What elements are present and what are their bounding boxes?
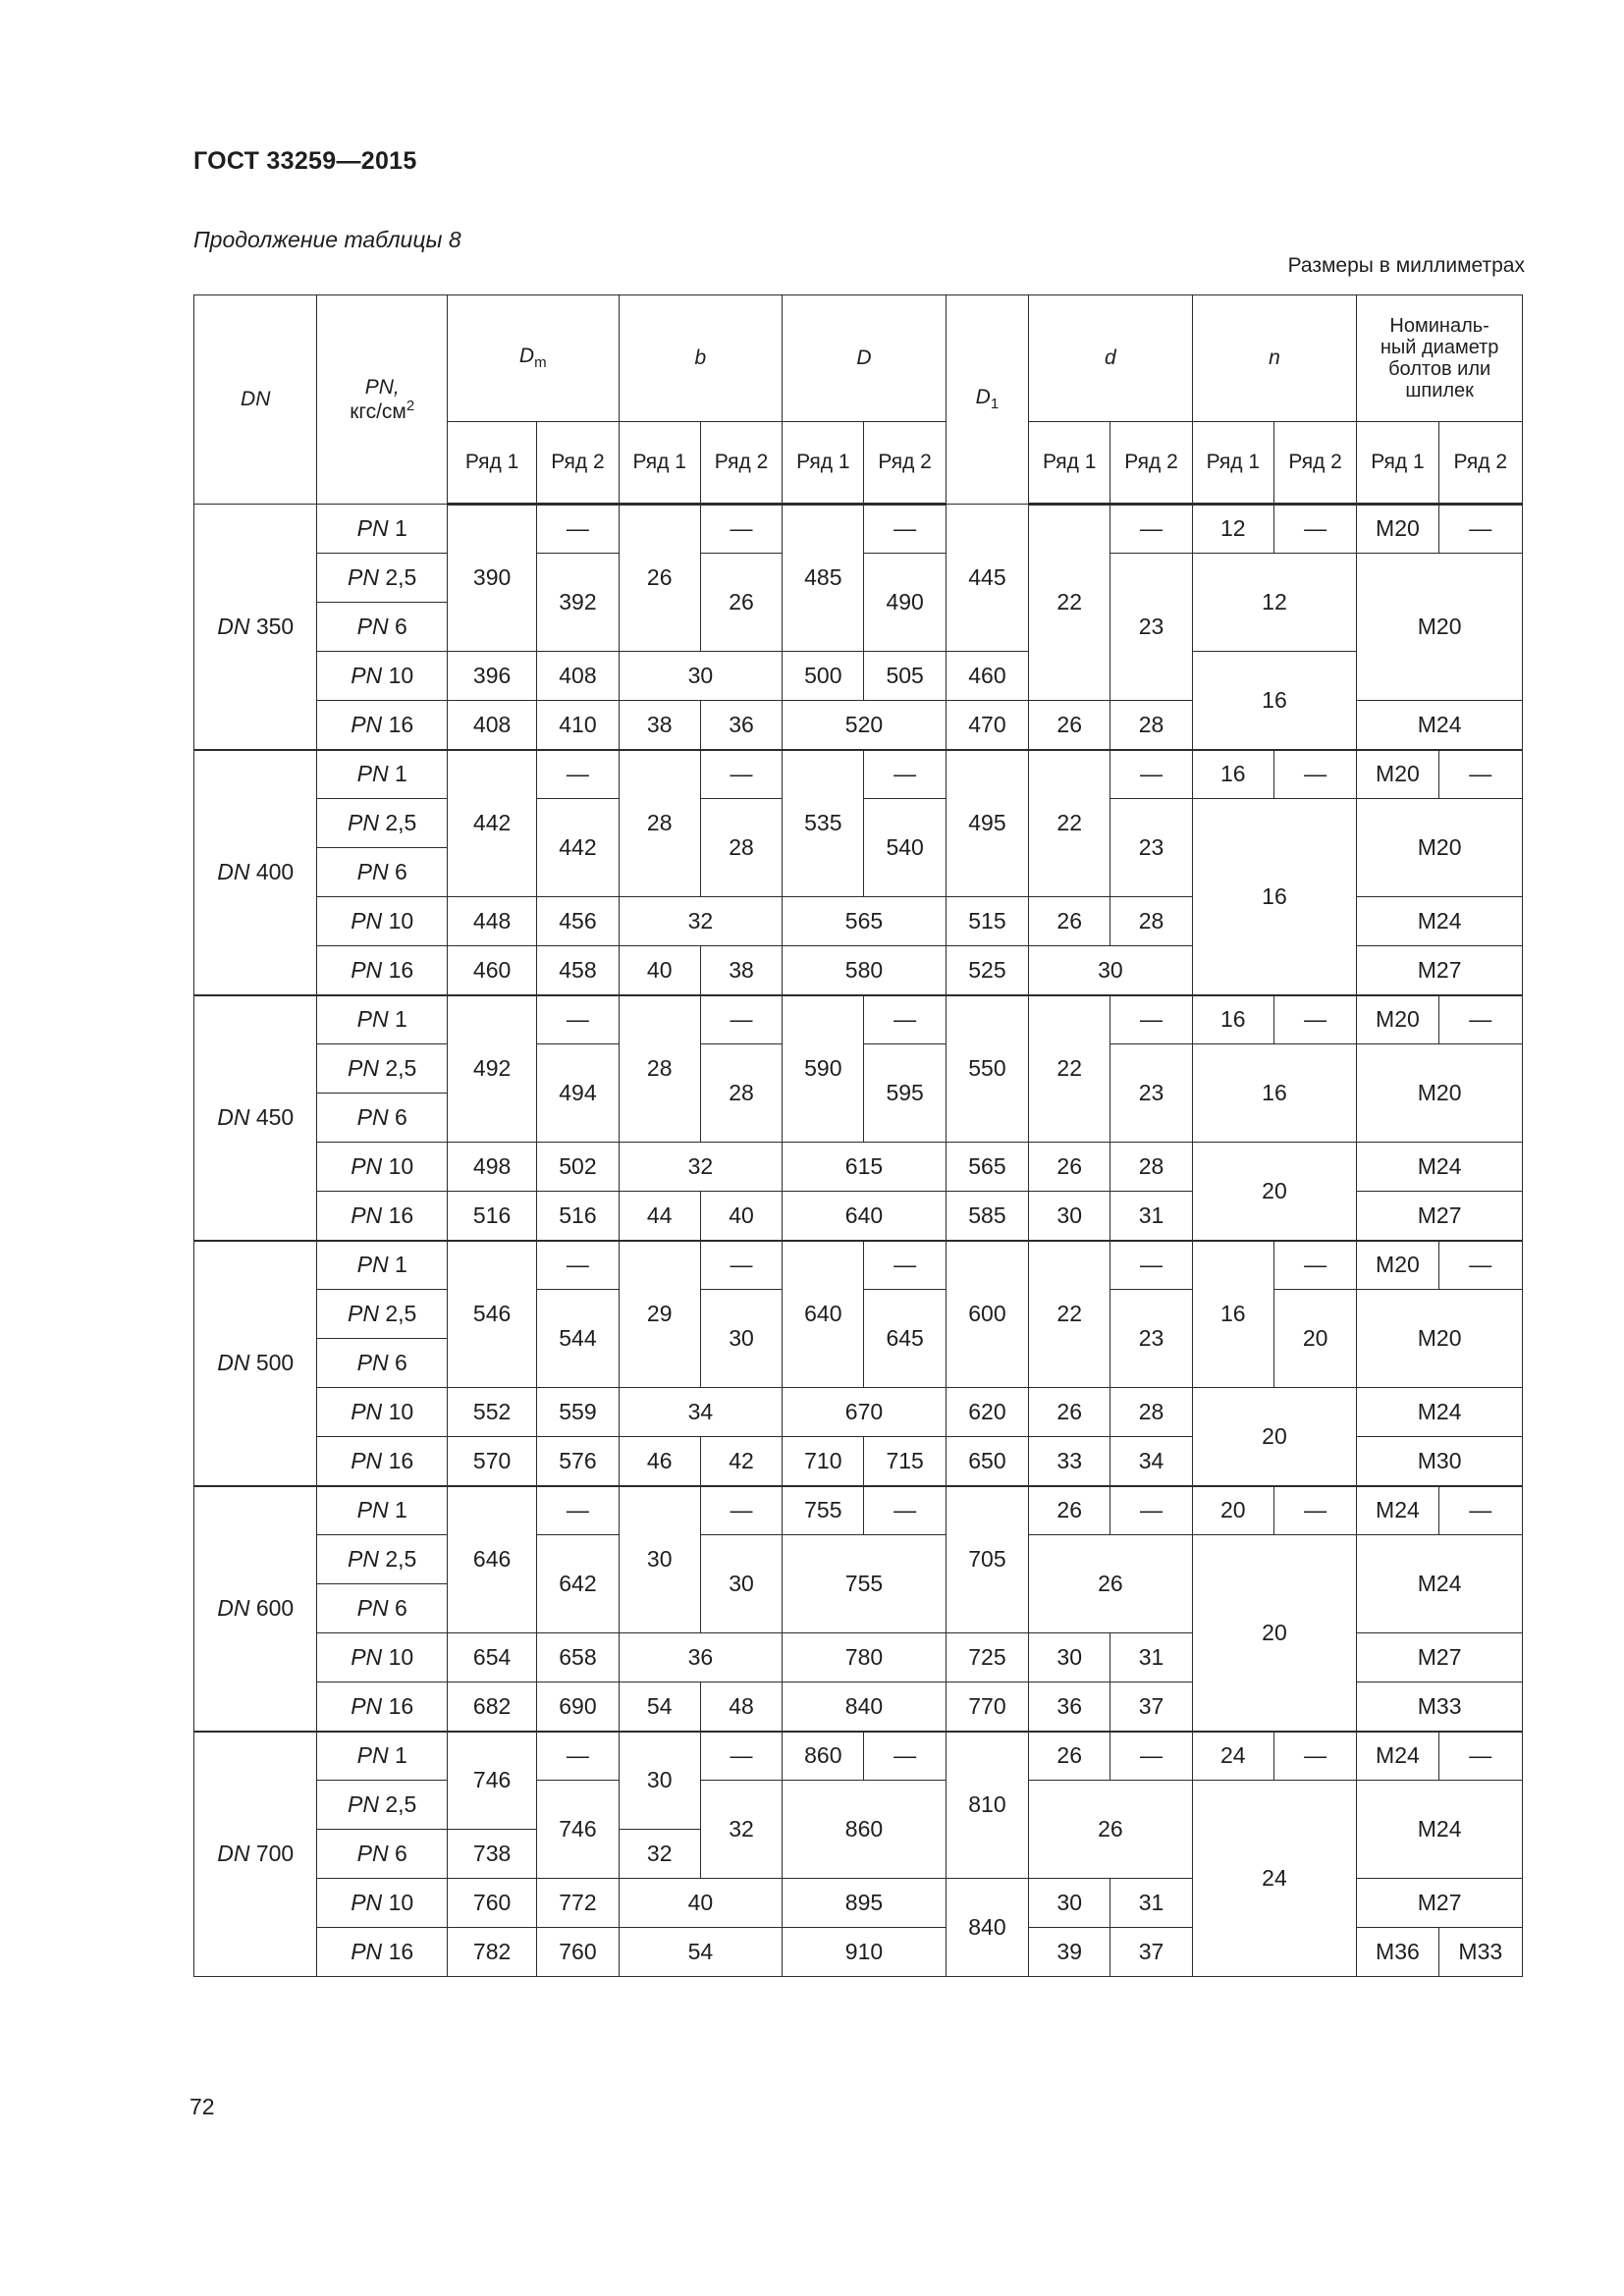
value-cell: — xyxy=(537,1486,619,1535)
value-cell: M24 xyxy=(1357,1388,1523,1437)
pn-cell: PN 6 xyxy=(317,1830,447,1879)
table-row xyxy=(194,652,1523,701)
value-cell: 738 xyxy=(447,1830,536,1879)
value-cell: 552 xyxy=(447,1388,536,1437)
value-cell: 442 xyxy=(537,799,619,897)
header-d-small-row2: Ряд 2 xyxy=(1110,422,1192,505)
value-cell: 535 xyxy=(783,750,864,897)
value-cell: 16 xyxy=(1192,750,1273,799)
value-cell: — xyxy=(1438,1486,1522,1535)
value-cell: M30 xyxy=(1357,1437,1523,1486)
pn-cell: PN 2,5 xyxy=(317,554,447,603)
value-cell: — xyxy=(537,1732,619,1781)
pn-cell: PN 6 xyxy=(317,1584,447,1633)
value-cell: 442 xyxy=(447,750,536,897)
value-cell: 746 xyxy=(447,1732,536,1830)
header-dm-row1: Ряд 1 xyxy=(447,422,536,505)
value-cell: — xyxy=(1110,1486,1192,1535)
value-cell: M24 xyxy=(1357,1535,1523,1633)
value-cell: 30 xyxy=(700,1535,782,1633)
value-cell: 33 xyxy=(1029,1437,1110,1486)
table-row xyxy=(194,1143,1523,1192)
value-cell: — xyxy=(1273,1241,1356,1290)
value-cell: — xyxy=(1438,995,1522,1044)
value-cell: — xyxy=(537,750,619,799)
value-cell: M27 xyxy=(1357,1633,1523,1682)
value-cell: M24 xyxy=(1357,1781,1523,1879)
value-cell: 22 xyxy=(1029,995,1110,1143)
value-cell: — xyxy=(864,1486,946,1535)
value-cell: — xyxy=(864,1732,946,1781)
value-cell: — xyxy=(1273,1486,1356,1535)
value-cell: 38 xyxy=(619,701,700,750)
value-cell: 36 xyxy=(700,701,782,750)
pn-cell: PN 1 xyxy=(317,1241,447,1290)
value-cell: 32 xyxy=(619,1143,783,1192)
value-cell: 30 xyxy=(619,1732,700,1830)
value-cell: 895 xyxy=(783,1879,947,1928)
value-cell: 28 xyxy=(1110,701,1192,750)
value-cell: 460 xyxy=(447,946,536,995)
value-cell: — xyxy=(1438,750,1522,799)
value-cell: 30 xyxy=(1029,1633,1110,1682)
header-d-small-row1: Ряд 1 xyxy=(1029,422,1110,505)
value-cell: 658 xyxy=(537,1633,619,1682)
value-cell: 30 xyxy=(619,1486,700,1633)
value-cell: 28 xyxy=(619,995,700,1143)
value-cell: M24 xyxy=(1357,1486,1438,1535)
value-cell: 26 xyxy=(1029,1732,1110,1781)
table-row xyxy=(194,1241,1523,1290)
value-cell: 20 xyxy=(1273,1290,1356,1388)
header-b: b xyxy=(619,295,783,422)
value-cell: 16 xyxy=(1192,1241,1273,1388)
value-cell: — xyxy=(700,505,782,554)
value-cell: M20 xyxy=(1357,799,1523,897)
header-n: n xyxy=(1192,295,1357,422)
value-cell: 16 xyxy=(1192,995,1273,1044)
value-cell: 22 xyxy=(1029,1241,1110,1388)
value-cell: 570 xyxy=(447,1437,536,1486)
value-cell: 28 xyxy=(1110,897,1192,946)
pn-cell: PN 2,5 xyxy=(317,1781,447,1830)
value-cell: 565 xyxy=(783,897,947,946)
header-pn: PN, кгс/$см^2$ xyxy=(317,295,447,505)
value-cell: 410 xyxy=(537,701,619,750)
value-cell: — xyxy=(1110,750,1192,799)
pn-cell: PN 2,5 xyxy=(317,1044,447,1094)
value-cell: 30 xyxy=(619,652,783,701)
pn-cell: PN 1 xyxy=(317,1732,447,1781)
table-row xyxy=(194,1732,1523,1781)
value-cell: 40 xyxy=(619,946,700,995)
value-cell: 746 xyxy=(537,1781,619,1879)
value-cell: — xyxy=(864,1241,946,1290)
header-d-big-row2: Ряд 2 xyxy=(864,422,946,505)
value-cell: 445 xyxy=(946,505,1028,652)
value-cell: 31 xyxy=(1110,1879,1192,1928)
value-cell: 670 xyxy=(783,1388,947,1437)
header-b-row1: Ряд 1 xyxy=(619,422,700,505)
table-row xyxy=(194,750,1523,799)
value-cell: — xyxy=(700,750,782,799)
value-cell: 585 xyxy=(946,1192,1028,1241)
value-cell: 615 xyxy=(783,1143,947,1192)
value-cell: 26 xyxy=(700,554,782,652)
value-cell: 26 xyxy=(1029,1781,1193,1879)
pn-cell: PN 16 xyxy=(317,1192,447,1241)
value-cell: 32 xyxy=(700,1781,782,1879)
value-cell: M20 xyxy=(1357,1290,1523,1388)
value-cell: 48 xyxy=(700,1682,782,1732)
value-cell: 780 xyxy=(783,1633,947,1682)
units-note: Размеры в миллиметрах xyxy=(1287,254,1525,277)
value-cell: 682 xyxy=(447,1682,536,1732)
value-cell: 38 xyxy=(700,946,782,995)
value-cell: 546 xyxy=(447,1241,536,1388)
value-cell: 20 xyxy=(1192,1535,1357,1732)
value-cell: 408 xyxy=(447,701,536,750)
pn-cell: PN 10 xyxy=(317,1633,447,1682)
value-cell: 28 xyxy=(619,750,700,897)
value-cell: 840 xyxy=(783,1682,947,1732)
value-cell: 485 xyxy=(783,505,864,652)
value-cell: 26 xyxy=(1029,701,1110,750)
value-cell: 36 xyxy=(1029,1682,1110,1732)
value-cell: 516 xyxy=(537,1192,619,1241)
value-cell: 28 xyxy=(1110,1388,1192,1437)
value-cell: 646 xyxy=(447,1486,536,1633)
value-cell: 42 xyxy=(700,1437,782,1486)
value-cell: 20 xyxy=(1192,1388,1357,1486)
value-cell: — xyxy=(1438,1732,1522,1781)
value-cell: — xyxy=(864,505,946,554)
value-cell: 54 xyxy=(619,1928,783,1977)
value-cell: 16 xyxy=(1192,652,1357,750)
header-d1: $D_1$ xyxy=(946,295,1028,505)
header-d-big-row1: Ряд 1 xyxy=(783,422,864,505)
value-cell: 20 xyxy=(1192,1486,1273,1535)
pn-cell: PN 6 xyxy=(317,848,447,897)
pn-cell: PN 6 xyxy=(317,1339,447,1388)
value-cell: 37 xyxy=(1110,1682,1192,1732)
value-cell: 31 xyxy=(1110,1192,1192,1241)
header-dm-row2: Ряд 2 xyxy=(537,422,619,505)
value-cell: — xyxy=(864,995,946,1044)
value-cell: M33 xyxy=(1438,1928,1522,1977)
value-cell: 30 xyxy=(1029,1192,1110,1241)
value-cell: 755 xyxy=(783,1535,947,1633)
value-cell: 500 xyxy=(783,652,864,701)
value-cell: 30 xyxy=(1029,946,1193,995)
value-cell: 580 xyxy=(783,946,947,995)
header-bolt-diameter: Номиналь- ный диаметр болтов или шпилек xyxy=(1357,295,1523,422)
pn-cell: PN 2,5 xyxy=(317,799,447,848)
value-cell: 494 xyxy=(537,1044,619,1143)
value-cell: M20 xyxy=(1357,750,1438,799)
value-cell: 782 xyxy=(447,1928,536,1977)
value-cell: 31 xyxy=(1110,1633,1192,1682)
value-cell: 40 xyxy=(700,1192,782,1241)
value-cell: 576 xyxy=(537,1437,619,1486)
dn-cell: DN 500 xyxy=(194,1241,317,1486)
value-cell: 654 xyxy=(447,1633,536,1682)
value-cell: 24 xyxy=(1192,1781,1357,1977)
value-cell: 30 xyxy=(700,1290,782,1388)
table-caption: Продолжение таблицы 8 xyxy=(193,227,461,252)
value-cell: — xyxy=(700,1486,782,1535)
value-cell: M33 xyxy=(1357,1682,1523,1732)
standard-title: ГОСТ 33259—2015 xyxy=(193,147,417,175)
value-cell: 23 xyxy=(1110,554,1192,701)
value-cell: 705 xyxy=(946,1486,1028,1633)
value-cell: 23 xyxy=(1110,1044,1192,1143)
value-cell: 498 xyxy=(447,1143,536,1192)
value-cell: — xyxy=(1438,1241,1522,1290)
value-cell: — xyxy=(1438,505,1522,554)
value-cell: 910 xyxy=(783,1928,947,1977)
value-cell: 390 xyxy=(447,505,536,652)
value-cell: 460 xyxy=(946,652,1028,701)
value-cell: 755 xyxy=(783,1486,864,1535)
header-dn: DN xyxy=(194,295,317,505)
page-number: 72 xyxy=(189,2094,215,2119)
dn-cell: DN 400 xyxy=(194,750,317,995)
value-cell: 505 xyxy=(864,652,946,701)
value-cell: 30 xyxy=(1029,1879,1110,1928)
value-cell: 26 xyxy=(619,505,700,652)
pn-cell: PN 2,5 xyxy=(317,1535,447,1584)
pn-cell: PN 10 xyxy=(317,652,447,701)
header-dm: $D_m$ xyxy=(447,295,619,422)
value-cell: — xyxy=(537,505,619,554)
value-cell: 29 xyxy=(619,1241,700,1388)
value-cell: 645 xyxy=(864,1290,946,1388)
value-cell: 544 xyxy=(537,1290,619,1388)
value-cell: 448 xyxy=(447,897,536,946)
value-cell: 44 xyxy=(619,1192,700,1241)
header-bolt-row2: Ряд 2 xyxy=(1438,422,1522,505)
value-cell: 37 xyxy=(1110,1928,1192,1977)
value-cell: 772 xyxy=(537,1879,619,1928)
value-cell: 640 xyxy=(783,1241,864,1388)
value-cell: 520 xyxy=(783,701,947,750)
flange-dimensions-table xyxy=(193,294,1523,1977)
value-cell: 770 xyxy=(946,1682,1028,1732)
header-d-big: D xyxy=(783,295,947,422)
value-cell: 650 xyxy=(946,1437,1028,1486)
pn-cell: PN 16 xyxy=(317,1437,447,1486)
value-cell: 26 xyxy=(1029,1486,1110,1535)
pn-cell: PN 6 xyxy=(317,1094,447,1143)
value-cell: 860 xyxy=(783,1732,864,1781)
value-cell: — xyxy=(1273,505,1356,554)
value-cell: 36 xyxy=(619,1633,783,1682)
value-cell: 525 xyxy=(946,946,1028,995)
table-body xyxy=(194,505,1523,1977)
table-row xyxy=(194,505,1523,554)
value-cell: 16 xyxy=(1192,799,1357,995)
value-cell: 540 xyxy=(864,799,946,897)
value-cell: 642 xyxy=(537,1535,619,1633)
value-cell: 34 xyxy=(619,1388,783,1437)
value-cell: 16 xyxy=(1192,1044,1357,1143)
table-row xyxy=(194,995,1523,1044)
dn-cell: DN 350 xyxy=(194,505,317,750)
pn-cell: PN 10 xyxy=(317,1388,447,1437)
value-cell: 408 xyxy=(537,652,619,701)
pn-cell: PN 2,5 xyxy=(317,1290,447,1339)
value-cell: — xyxy=(700,1732,782,1781)
value-cell: 12 xyxy=(1192,505,1273,554)
pn-cell: PN 10 xyxy=(317,1879,447,1928)
pn-cell: PN 16 xyxy=(317,1928,447,1977)
value-cell: 32 xyxy=(619,1830,700,1879)
value-cell: — xyxy=(1110,1241,1192,1290)
value-cell: 392 xyxy=(537,554,619,652)
value-cell: M20 xyxy=(1357,554,1523,701)
pn-cell: PN 1 xyxy=(317,1486,447,1535)
value-cell: 640 xyxy=(783,1192,947,1241)
value-cell: 690 xyxy=(537,1682,619,1732)
pn-cell: PN 6 xyxy=(317,603,447,652)
dn-cell: DN 600 xyxy=(194,1486,317,1732)
value-cell: — xyxy=(1110,995,1192,1044)
value-cell: M24 xyxy=(1357,1732,1438,1781)
value-cell: — xyxy=(1273,1732,1356,1781)
value-cell: 590 xyxy=(783,995,864,1143)
value-cell: — xyxy=(1273,750,1356,799)
value-cell: 715 xyxy=(864,1437,946,1486)
value-cell: 600 xyxy=(946,1241,1028,1388)
value-cell: — xyxy=(537,995,619,1044)
value-cell: 39 xyxy=(1029,1928,1110,1977)
header-bolt-row1: Ряд 1 xyxy=(1357,422,1438,505)
value-cell: M36 xyxy=(1357,1928,1438,1977)
pn-cell: PN 10 xyxy=(317,1143,447,1192)
value-cell: 840 xyxy=(946,1879,1028,1977)
value-cell: 760 xyxy=(537,1928,619,1977)
value-cell: 595 xyxy=(864,1044,946,1143)
value-cell: 760 xyxy=(447,1879,536,1928)
value-cell: M24 xyxy=(1357,1143,1523,1192)
table-row xyxy=(194,1486,1523,1535)
value-cell: — xyxy=(864,750,946,799)
pn-cell: PN 1 xyxy=(317,995,447,1044)
value-cell: 470 xyxy=(946,701,1028,750)
value-cell: 515 xyxy=(946,897,1028,946)
value-cell: 26 xyxy=(1029,1388,1110,1437)
value-cell: 456 xyxy=(537,897,619,946)
header-n-row1: Ряд 1 xyxy=(1192,422,1273,505)
value-cell: 492 xyxy=(447,995,536,1143)
value-cell: 26 xyxy=(1029,1143,1110,1192)
value-cell: 28 xyxy=(1110,1143,1192,1192)
value-cell: 502 xyxy=(537,1143,619,1192)
value-cell: 28 xyxy=(700,1044,782,1143)
value-cell: — xyxy=(1110,505,1192,554)
header-n-row2: Ряд 2 xyxy=(1273,422,1356,505)
value-cell: — xyxy=(1110,1732,1192,1781)
value-cell: M27 xyxy=(1357,1192,1523,1241)
value-cell: — xyxy=(537,1241,619,1290)
value-cell: 495 xyxy=(946,750,1028,897)
pn-cell: PN 1 xyxy=(317,750,447,799)
value-cell: M24 xyxy=(1357,701,1523,750)
value-cell: 565 xyxy=(946,1143,1028,1192)
value-cell: 54 xyxy=(619,1682,700,1732)
header-d-small: d xyxy=(1029,295,1193,422)
value-cell: 46 xyxy=(619,1437,700,1486)
value-cell: 40 xyxy=(619,1879,783,1928)
value-cell: 620 xyxy=(946,1388,1028,1437)
dn-cell: DN 450 xyxy=(194,995,317,1241)
dn-cell: DN 700 xyxy=(194,1732,317,1977)
value-cell: 550 xyxy=(946,995,1028,1143)
value-cell: — xyxy=(700,995,782,1044)
value-cell: — xyxy=(1273,995,1356,1044)
value-cell: 458 xyxy=(537,946,619,995)
value-cell: 396 xyxy=(447,652,536,701)
pn-cell: PN 16 xyxy=(317,1682,447,1732)
value-cell: 26 xyxy=(1029,897,1110,946)
value-cell: 516 xyxy=(447,1192,536,1241)
value-cell: 24 xyxy=(1192,1732,1273,1781)
value-cell: 23 xyxy=(1110,1290,1192,1388)
value-cell: M27 xyxy=(1357,1879,1523,1928)
value-cell: 490 xyxy=(864,554,946,652)
value-cell: 22 xyxy=(1029,505,1110,701)
value-cell: 28 xyxy=(700,799,782,897)
value-cell: M27 xyxy=(1357,946,1523,995)
header-b-row2: Ряд 2 xyxy=(700,422,782,505)
value-cell: 710 xyxy=(783,1437,864,1486)
value-cell: M20 xyxy=(1357,1044,1523,1143)
table-row xyxy=(194,1781,1523,1830)
table-row xyxy=(194,1535,1523,1584)
value-cell: 559 xyxy=(537,1388,619,1437)
value-cell: M20 xyxy=(1357,505,1438,554)
table-row xyxy=(194,1388,1523,1437)
value-cell: 725 xyxy=(946,1633,1028,1682)
value-cell: 23 xyxy=(1110,799,1192,897)
value-cell: — xyxy=(700,1241,782,1290)
pn-cell: PN 16 xyxy=(317,946,447,995)
value-cell: 20 xyxy=(1192,1143,1357,1241)
value-cell: 22 xyxy=(1029,750,1110,897)
value-cell: 860 xyxy=(783,1781,947,1879)
value-cell: M20 xyxy=(1357,1241,1438,1290)
value-cell: 32 xyxy=(619,897,783,946)
pn-cell: PN 16 xyxy=(317,701,447,750)
pn-cell: PN 10 xyxy=(317,897,447,946)
value-cell: 12 xyxy=(1192,554,1357,652)
value-cell: M24 xyxy=(1357,897,1523,946)
pn-cell: PN 1 xyxy=(317,505,447,554)
value-cell: 26 xyxy=(1029,1535,1193,1633)
value-cell: M20 xyxy=(1357,995,1438,1044)
value-cell: 34 xyxy=(1110,1437,1192,1486)
value-cell: 810 xyxy=(946,1732,1028,1879)
